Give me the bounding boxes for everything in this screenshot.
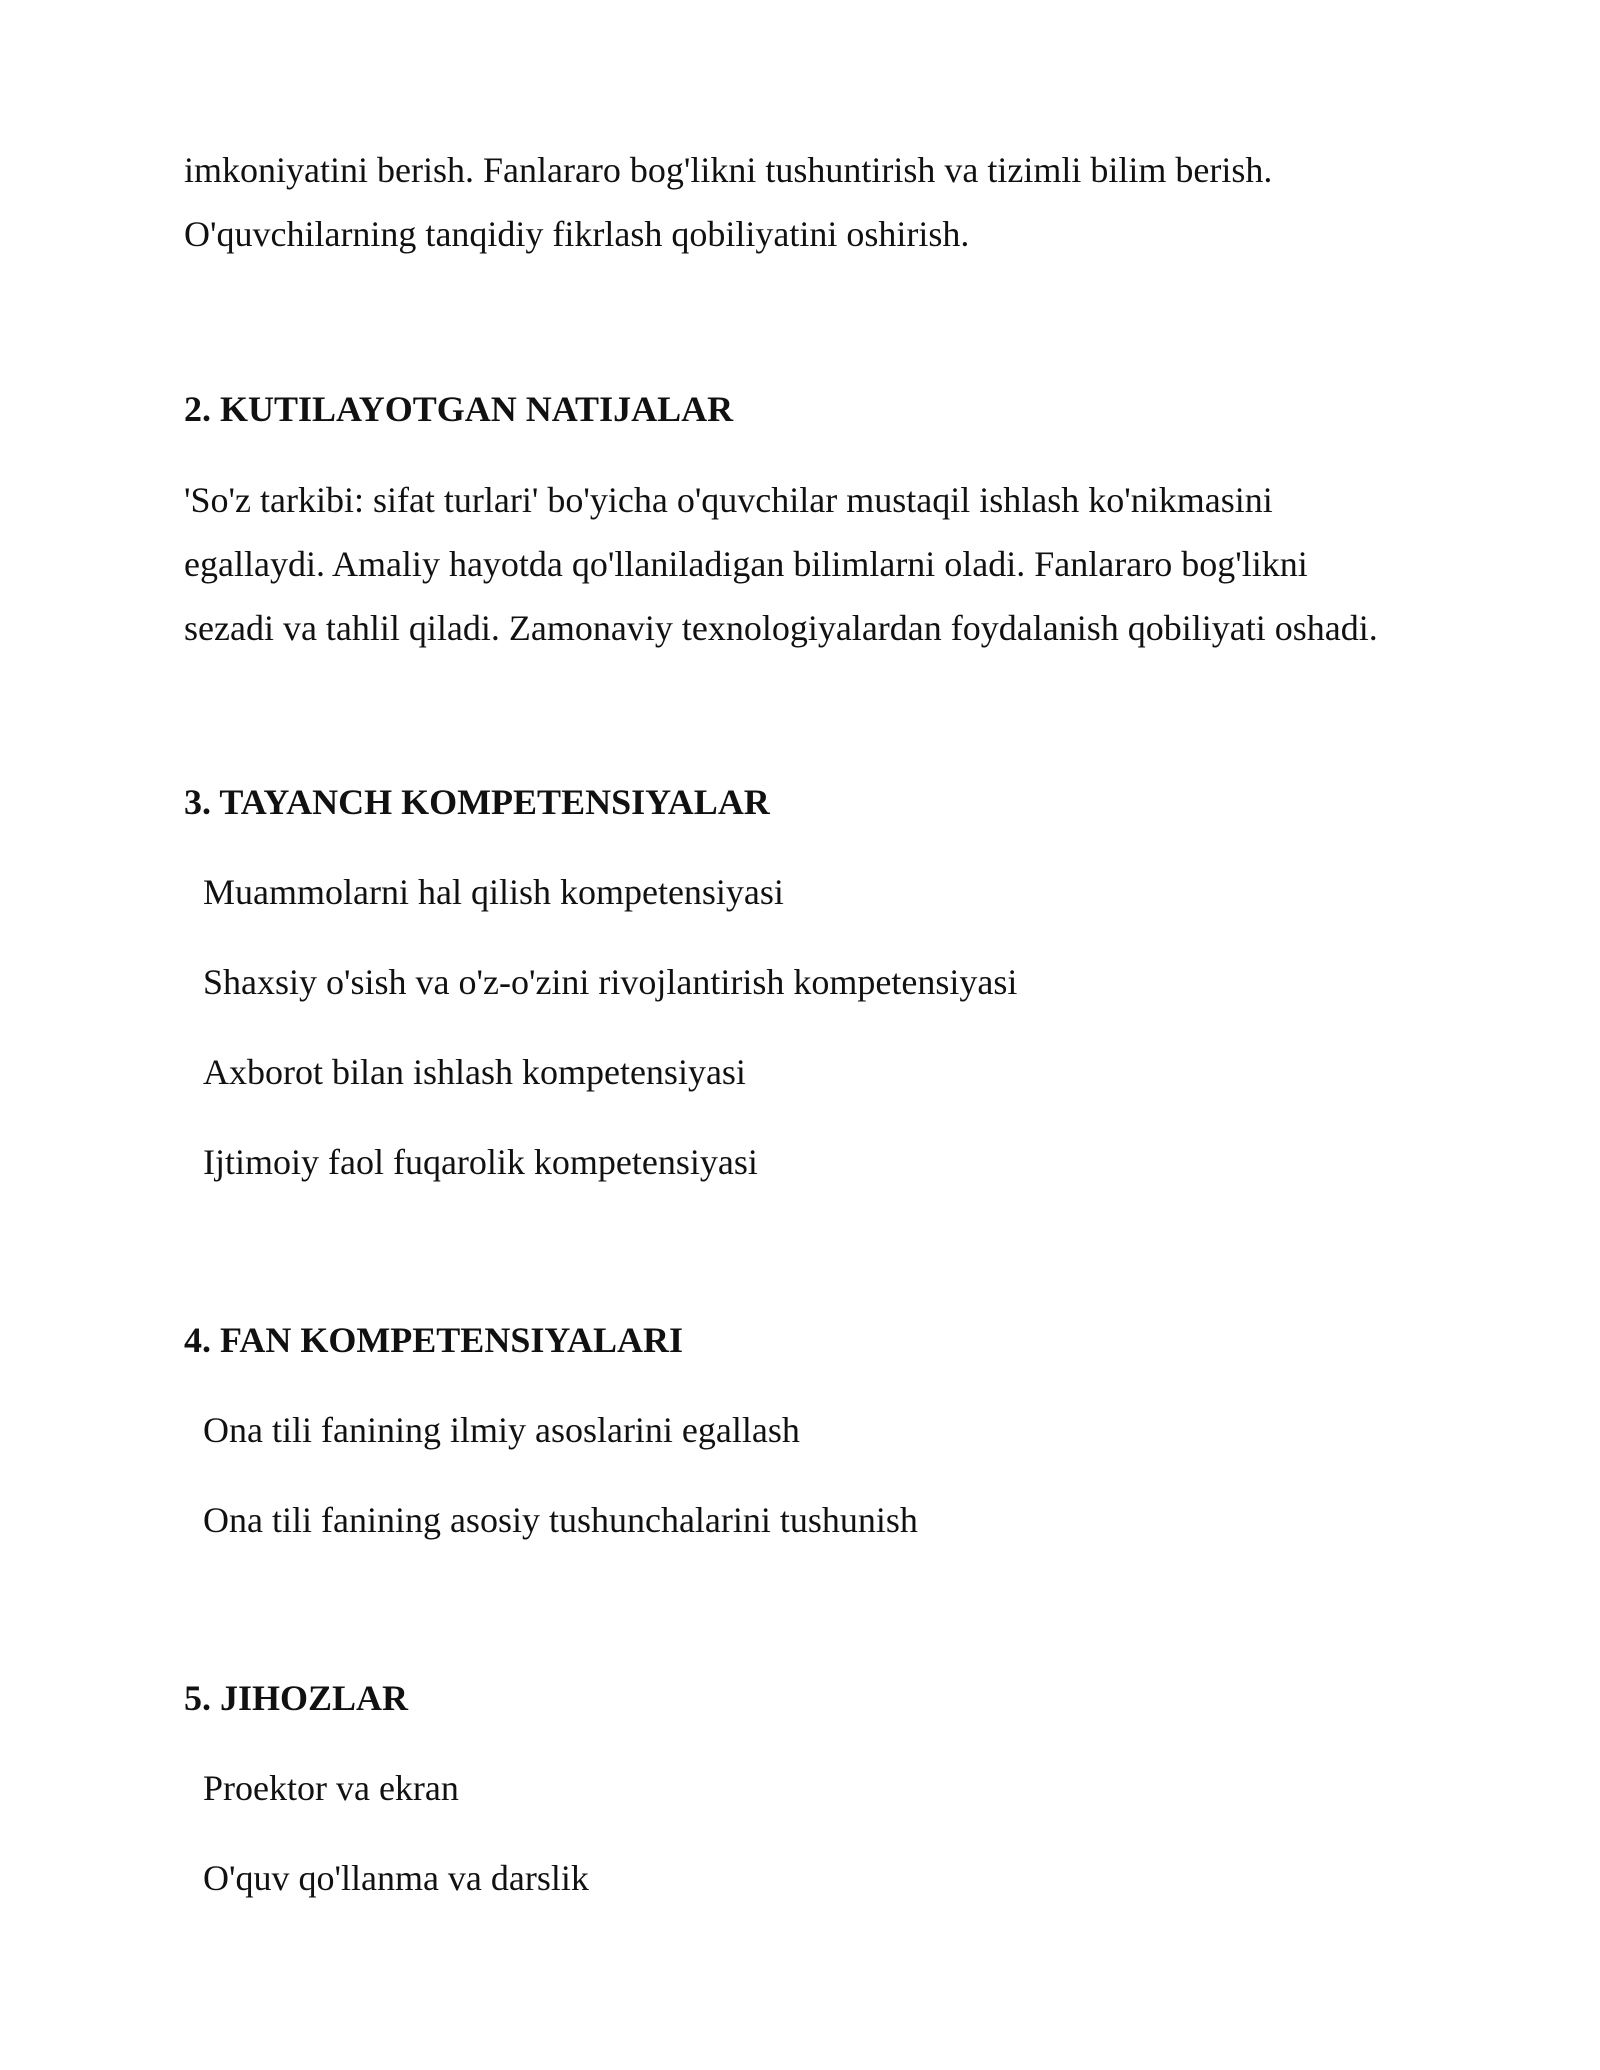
section-heading-jihozlar: 5. JIHOZLAR <box>184 1678 409 1718</box>
list-item: O'quv qo'llanma va darslik <box>203 1858 589 1898</box>
paragraph-line: 'So'z tarkibi: sifat turlari' bo'yicha o'quvchilar mustaqil ishlash ko'nikmasini <box>184 480 1273 520</box>
natijalar-paragraph <box>184 468 1378 660</box>
intro-paragraph <box>184 138 1272 266</box>
section-heading-fan-kompetensiyalari: 4. FAN KOMPETENSIYALARI <box>184 1320 684 1360</box>
section-heading-natijalar: 2. KUTILAYOTGAN NATIJALAR <box>184 389 734 429</box>
list-item: Ijtimoiy faol fuqarolik kompetensiyasi <box>203 1142 758 1182</box>
list-item: Axborot bilan ishlash kompetensiyasi <box>203 1052 746 1092</box>
list-item: Ona tili fanining asosiy tushunchalarini tushunish <box>203 1500 918 1540</box>
list-item: Ona tili fanining ilmiy asoslarini egallash <box>203 1410 800 1450</box>
list-item: Proektor va ekran <box>203 1768 459 1808</box>
paragraph-line: imkoniyatini berish. Fanlararo bog'likni tushuntirish va tizimli bilim berish. <box>184 150 1273 190</box>
paragraph-line: egallaydi. Amaliy hayotda qo'llaniladigan bilimlarni oladi. Fanlararo bog'likni <box>184 544 1308 584</box>
paragraph-line: sezadi va tahlil qiladi. Zamonaviy texnologiyalardan foydalanish qobiliyati oshadi. <box>184 608 1378 648</box>
section-heading-tayanch-kompetensiyalar: 3. TAYANCH KOMPETENSIYALAR <box>184 782 770 822</box>
paragraph-line: O'quvchilarning tanqidiy fikrlash qobiliyatini oshirish. <box>184 214 970 254</box>
list-item: Shaxsiy o'sish va o'z-o'zini rivojlantirish kompetensiyasi <box>203 962 1018 1002</box>
list-item: Muammolarni hal qilish kompetensiyasi <box>203 872 784 912</box>
